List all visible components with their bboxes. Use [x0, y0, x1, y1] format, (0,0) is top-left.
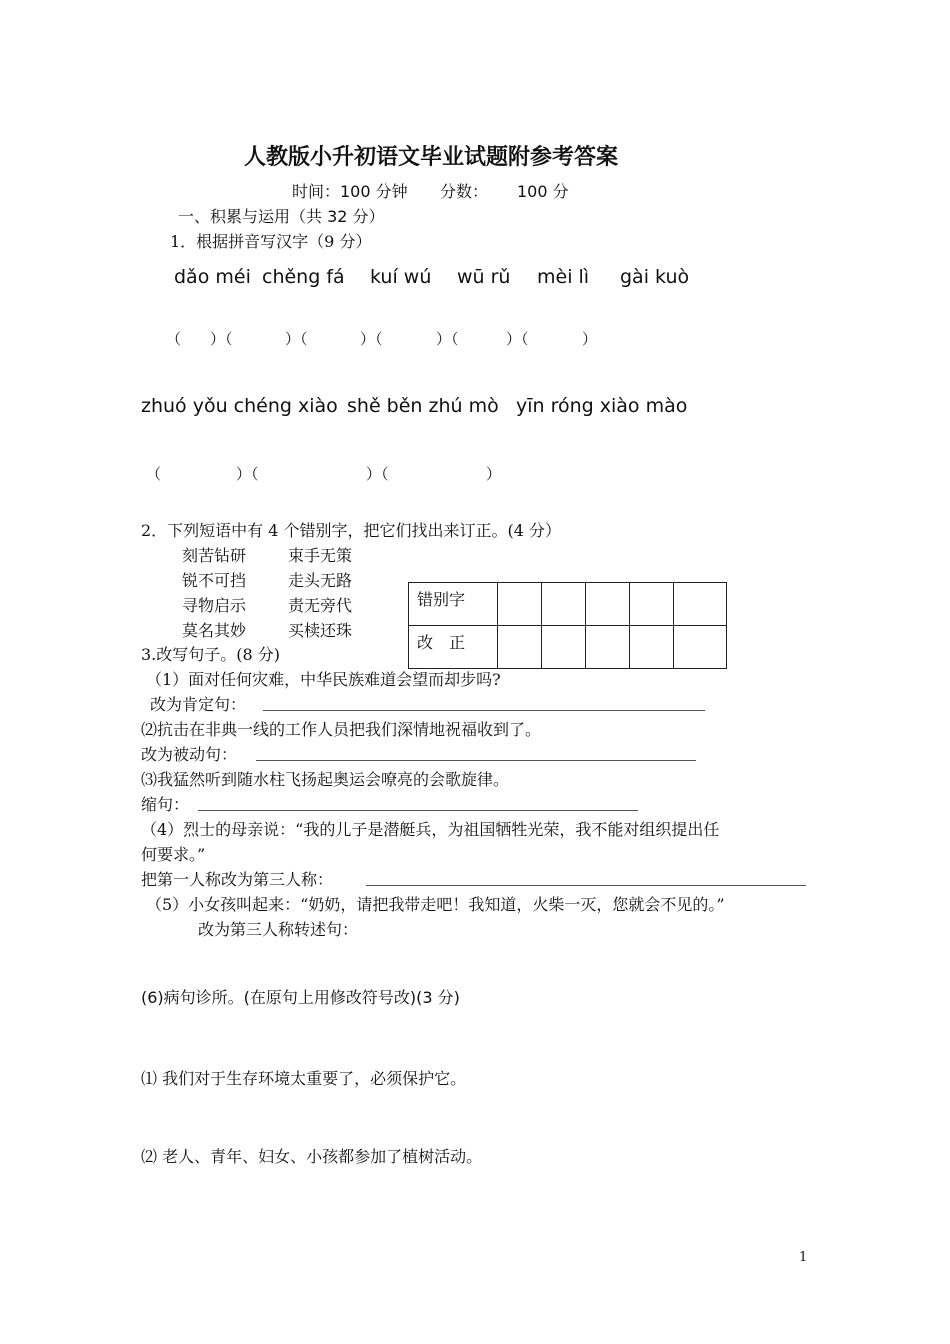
prompt-5: 改为第三人称转述句：: [198, 920, 359, 939]
answer-paren: ）（: [285, 330, 308, 348]
pinyin-item: mèi lì: [537, 266, 590, 288]
pinyin-item: wū rǔ: [457, 266, 511, 288]
answer-paren: （: [146, 465, 162, 483]
pinyin-item: dǎo méi: [174, 266, 251, 288]
question-2-label: 2．下列短语中有 4 个错别字，把它们找出来订正。(4 分）: [141, 521, 562, 540]
answer-cell[interactable]: [542, 626, 586, 669]
table-row-label: 错别字: [409, 583, 498, 626]
answer-line[interactable]: [198, 810, 638, 811]
answer-paren: ）: [582, 330, 598, 348]
sentence-5: （5）小女孩叫起来：“奶奶，请把我带走吧！我知道，火柴一灭，您就会不见的。”: [146, 895, 725, 914]
prompt-3: 缩句：: [141, 795, 190, 814]
pinyin-item: zhuó yǒu chéng xiào: [141, 395, 338, 417]
pinyin-item: shě běn zhú mò: [347, 395, 499, 417]
page-number: 1: [799, 1250, 808, 1265]
phrase: 莫名其妙: [182, 621, 247, 640]
answer-paren: ）（: [366, 465, 389, 483]
section-heading: 一、积累与运用（共 32 分）: [178, 207, 385, 226]
answer-cell[interactable]: [498, 626, 542, 669]
answer-paren: ）（: [360, 330, 383, 348]
answer-cell[interactable]: [542, 583, 586, 626]
question-1-label: 1．根据拼音写汉字（9 分）: [170, 232, 372, 251]
answer-cell[interactable]: [586, 626, 630, 669]
phrase: 束手无策: [288, 546, 353, 565]
correction-table: [408, 582, 727, 669]
pinyin-item: kuí wú: [370, 266, 432, 288]
phrase: 走头无路: [288, 571, 353, 590]
sentence-2: ⑵抗击在非典一线的工作人员把我们深情地祝福收到了。: [141, 720, 542, 739]
exam-score-label: 分数：: [440, 182, 489, 201]
sentence-4: （4）烈士的母亲说：“我的儿子是潜艇兵，为祖国牺牲光荣，我不能对组织提出任: [141, 820, 720, 839]
sentence-6: (6)病句诊所。(在原句上用修改符号改)(3 分): [141, 988, 460, 1007]
answer-cell[interactable]: [586, 583, 630, 626]
pinyin-item: chěng fá: [262, 266, 345, 288]
answer-cell[interactable]: [674, 583, 727, 626]
table-row-label: 改 正: [409, 626, 498, 669]
sentence-1: （1）面对任何灾难，中华民族难道会望而却步吗?: [146, 670, 501, 689]
prompt-2: 改为被动句：: [141, 745, 238, 764]
phrase: 锐不可挡: [182, 571, 247, 590]
answer-line[interactable]: [366, 885, 806, 886]
answer-line[interactable]: [256, 760, 696, 761]
answer-cell[interactable]: [674, 626, 727, 669]
answer-paren: ）（: [236, 465, 259, 483]
page-title: 人教版小升初语文毕业试题附参考答案: [244, 144, 619, 170]
exam-time: 时间：100 分钟: [292, 182, 408, 201]
sick-sentence-b: ⑵ 老人、青年、妇女、小孩都参加了植树活动。: [141, 1147, 483, 1166]
answer-paren: ）（: [210, 330, 233, 348]
sick-sentence-a: ⑴ 我们对于生存环境太重要了，必须保护它。: [141, 1069, 467, 1088]
answer-paren: （: [166, 330, 182, 348]
answer-paren: ）（: [436, 330, 459, 348]
prompt-4: 把第一人称改为第三人称：: [141, 870, 334, 889]
sentence-3: ⑶我猛然听到随水柱飞扬起奥运会嘹亮的会歌旋律。: [141, 770, 510, 789]
question-3-label: 3.改写句子。(8 分): [141, 645, 281, 664]
sentence-4-cont: 何要求。”: [141, 845, 206, 864]
phrase: 责无旁代: [288, 596, 353, 615]
answer-cell[interactable]: [630, 626, 674, 669]
answer-cell[interactable]: [498, 583, 542, 626]
exam-score-value: 100 分: [517, 182, 569, 201]
answer-paren: ）（: [506, 330, 529, 348]
answer-cell[interactable]: [630, 583, 674, 626]
pinyin-item: gài kuò: [620, 266, 690, 288]
answer-line[interactable]: [263, 710, 705, 711]
pinyin-item: yīn róng xiào mào: [516, 395, 688, 417]
prompt-1: 改为肯定句：: [150, 695, 247, 714]
phrase: 刻苦钻研: [182, 546, 247, 565]
phrase: 买椟还珠: [288, 621, 353, 640]
answer-paren: ）: [486, 465, 502, 483]
phrase: 寻物启示: [182, 596, 247, 615]
